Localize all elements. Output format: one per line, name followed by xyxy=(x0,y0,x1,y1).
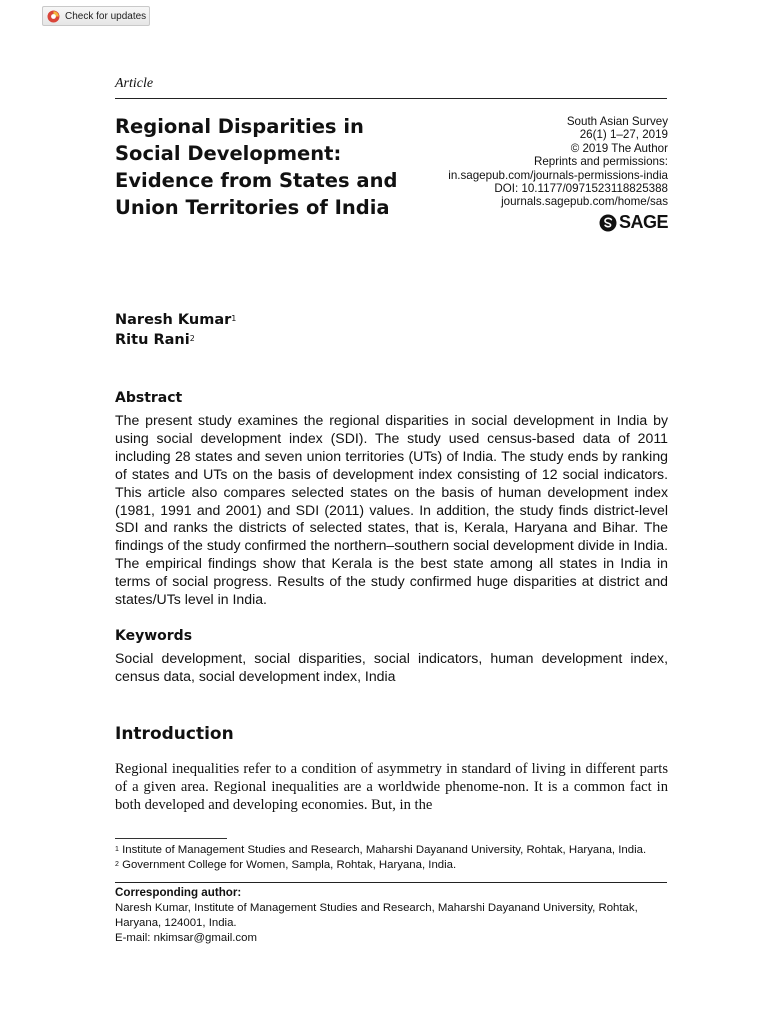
corresponding-address: Naresh Kumar, Institute of Management Studies and Research, Maharshi Dayanand University, Rohtak, Haryana, 124001, India. xyxy=(115,902,638,929)
author-affiliation-marker: 1 xyxy=(231,314,237,323)
check-for-updates-label: Check for updates xyxy=(65,10,147,22)
section-label: Article xyxy=(115,76,154,91)
introduction-text: Regional inequalities refer to a condition of asymmetry in standard of living in different parts of a given area. Regional inequalities are a worldwide phenome-non. It is a common fact in both developed and developing economies. But, in the xyxy=(115,761,668,813)
corresponding-divider xyxy=(115,882,667,883)
keywords-heading: Keywords xyxy=(115,628,193,644)
abstract-heading: Abstract xyxy=(115,390,183,406)
author-item xyxy=(115,310,236,330)
journal-meta xyxy=(408,115,668,209)
footnote-marker: 1 xyxy=(115,846,119,853)
volume-pages: 26(1) 1–27, 2019 xyxy=(579,128,668,142)
footnote-item xyxy=(115,843,675,857)
corresponding-heading: Corresponding author: xyxy=(115,886,242,899)
check-for-updates-icon xyxy=(47,10,60,23)
footnote-divider xyxy=(115,838,227,839)
corresponding-details xyxy=(115,901,668,946)
footnote-marker: 2 xyxy=(115,861,119,868)
footnote-text: Government College for Women, Sampla, Rohtak, Haryana, India. xyxy=(122,859,457,871)
abstract-text: The present study examines the regional disparities in social development in India by using social development index (SDI). The study used census-based data of 2011 including 28 states and seven union territories (UTs) of India. The study ends by ranking of states and UTs on the basis of development index consisting of 12 social indicators. This article also compares selected states on the basis of human development index (1981, 1991 and 2001) and SDI (2011) values. In addition, the study finds district-level SDI and ranks the districts of selected states, that is, Kerala, Haryana and Bihar. The findings of the study confirmed the northern–southern social development divide in India. The empirical findings show that Kerala is the best state among all states in India in terms of social progress. Results of the study confirmed huge disparities at district and states/UTs level in India. xyxy=(115,412,668,608)
reprints-label: Reprints and permissions: xyxy=(533,155,668,169)
author-item xyxy=(115,330,236,350)
sage-logo xyxy=(599,212,668,233)
introduction-heading: Introduction xyxy=(115,724,234,744)
doi[interactable]: DOI: 10.1177/0971523118825388 xyxy=(494,182,668,196)
sage-logo-icon xyxy=(599,214,617,232)
article-title: Regional Disparities in Social Development: Evidence from States and Union Territories of India xyxy=(115,115,398,219)
journal-name: South Asian Survey xyxy=(566,115,668,128)
copyright: © 2019 The Author xyxy=(570,141,668,155)
author-list xyxy=(115,310,236,350)
journal-link[interactable]: journals.sagepub.com/home/sas xyxy=(501,195,668,209)
author-name: Naresh Kumar xyxy=(115,312,232,328)
footnote-text: Institute of Management Studies and Research, Maharshi Dayanand University, Rohtak, Haryana, India. xyxy=(122,844,647,856)
footnote-item xyxy=(115,858,675,872)
sage-logo-text: SAGE xyxy=(618,212,668,232)
corresponding-email[interactable]: E-mail: nkimsar@gmail.com xyxy=(115,932,257,944)
check-for-updates-button[interactable] xyxy=(42,6,150,26)
reprints-link[interactable]: in.sagepub.com/journals-permissions-india xyxy=(448,168,668,182)
header-divider xyxy=(115,98,667,99)
keywords-text: Social development, social disparities, social indicators, human development index, census data, social development index, India xyxy=(115,650,668,684)
author-name: Ritu Rani xyxy=(115,332,190,348)
author-affiliation-marker: 2 xyxy=(189,334,195,343)
